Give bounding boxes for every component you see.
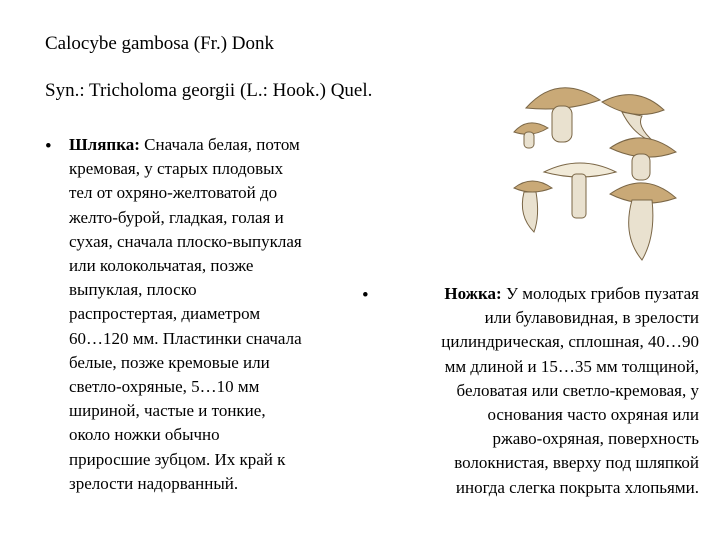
- mushroom-top-left: [526, 88, 600, 142]
- bullet-stem: •: [362, 285, 369, 306]
- stem-term: Ножка:: [444, 284, 502, 303]
- species-synonym: Syn.: Tricholoma georgii (L.: Hook.) Quel.: [45, 80, 373, 101]
- mushroom-bottom-left: [514, 181, 552, 232]
- stem-description: [389, 282, 699, 500]
- cap-term: Шляпка:: [69, 135, 140, 154]
- stem-text: У молодых грибов пузатая или булавовидная, в зрелости цилиндрическая, сплошная, 40…90 мм длиной и 15…35 мм толщиной, беловатая или светло-кремовая, у основания часто охряная или ржаво-охряная, поверхность волокнистая, вверху под шляпкой иногда слегка покрыта хлопьями.: [441, 284, 699, 497]
- cap-description: [69, 133, 369, 496]
- mushroom-cross-section: [544, 163, 616, 218]
- mushroom-top-right: [602, 95, 664, 142]
- species-title: Calocybe gambosa (Fr.) Donk: [45, 33, 275, 54]
- mushroom-middle-right: [610, 138, 676, 180]
- cap-text: Сначала белая, потом кремовая, у старых плодовых тел от охряно-желтоватой до желто-бурой, гладкая, голая и сухая, сначала плоско-выпуклая или колокольчатая, позже выпуклая, плоско распростертая, диаметром 60…120 мм. Пластинки сначала белые, позже кремовые или светло-охряные, 5…10 мм шириной, частые и тонкие, около ножки обычно приросшие зубцом. Их край к зрелости надорванный.: [69, 135, 302, 493]
- mushroom-illustration: [506, 70, 680, 270]
- mushroom-bottom-right: [610, 183, 676, 260]
- bullet-cap: •: [45, 136, 52, 157]
- mushroom-small-left: [514, 123, 548, 148]
